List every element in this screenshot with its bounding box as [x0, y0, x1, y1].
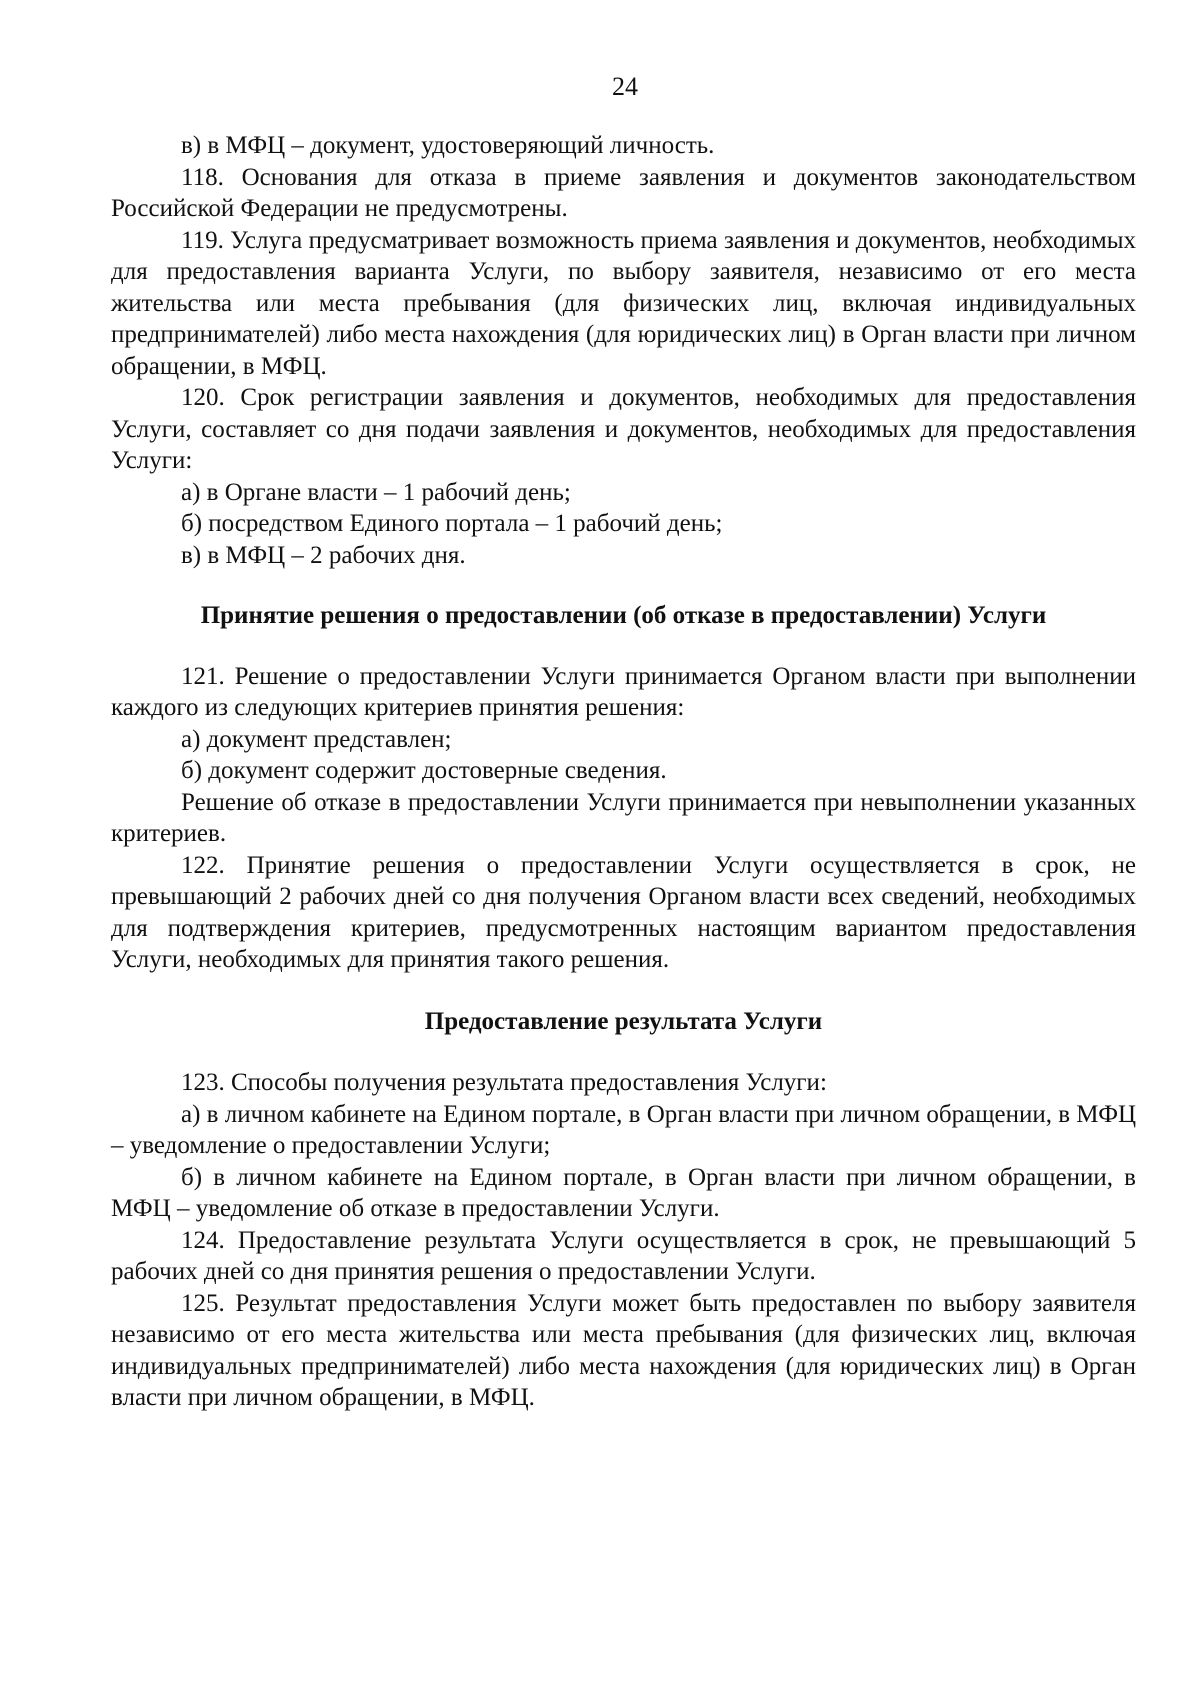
paragraph-123: 123. Способы получения результата предоставления Услуги:: [181, 1069, 827, 1096]
paragraph-121: 121. Решение о предоставлении Услуги принимается Органом власти при выполнении каждого из следующих критериев принятия решения:: [111, 662, 1136, 721]
list-item: а) в личном кабинете на Едином портале, в Орган власти при личном обращении, в МФЦ – уведомление о предоставлении Услуги;: [111, 1100, 1136, 1159]
paragraph-124: 124. Предоставление результата Услуги осуществляется в срок, не превышающий 5 рабочих дней со дня принятия решения о предоставлении Услуги.: [111, 1226, 1136, 1285]
section-heading: Предоставление результата Услуги: [424, 1007, 823, 1035]
paragraph-120: 120. Срок регистрации заявления и документов, необходимых для предоставления Услуги, составляет со дня подачи заявления и документов, необходимых для предоставления Услуги:: [111, 384, 1136, 474]
section-heading-block: [111, 600, 1136, 632]
list-item: б) документ содержит достоверные сведения.: [181, 757, 667, 784]
paragraph-119: 119. Услуга предусматривает возможность приема заявления и документов, необходимых для предоставления варианта Услуги, по выбору заявителя, независимо от его места жительства или места пребывания (для физических лиц, включая индивидуальных предпринимателей) либо места нахождения (для юридических лиц) в Орган власти при личном обращении, в МФЦ.: [111, 226, 1136, 380]
paragraph-125: 125. Результат предоставления Услуги может быть предоставлен по выбору заявителя независимо от его места жительства или места пребывания (для физических лиц, включая индивидуальных предпринимателей) либо места нахождения (для юридических лиц) в Орган власти при личном обращении, в МФЦ.: [111, 1289, 1136, 1411]
list-item: б) в личном кабинете на Едином портале, в Орган власти при личном обращении, в МФЦ – уведомление об отказе в предоставлении Услуги.: [111, 1163, 1136, 1222]
section-heading: Принятие решения о предоставлении (об отказе в предоставлении) Услуги: [200, 602, 1047, 629]
document-body: [111, 130, 1136, 1414]
page-number: 24: [612, 72, 638, 101]
paragraph: Решение об отказе в предоставлении Услуги принимается при невыполнении указанных критериев.: [111, 788, 1136, 847]
paragraph-118: 118. Основания для отказа в приеме заявления и документов законодательством Российской Федерации не предусмотрены.: [111, 163, 1136, 222]
list-item: в) в МФЦ – 2 рабочих дня.: [181, 541, 466, 569]
paragraph-122: 122. Принятие решения о предоставлении Услуги осуществляется в срок, не превышающий 2 рабочих дней со дня получения Органом власти всех сведений, необходимых для подтверждения критериев, предусмотренных настоящим вариантом предоставления Услуги, необходимых для принятия такого решения.: [111, 851, 1136, 973]
list-item: в) в МФЦ – документ, удостоверяющий личность.: [181, 132, 715, 159]
list-item: б) посредством Единого портала – 1 рабочий день;: [181, 510, 723, 537]
list-item: а) в Органе власти – 1 рабочий день;: [181, 478, 571, 506]
list-item: а) документ представлен;: [181, 725, 452, 753]
section-heading-block: [111, 1006, 1136, 1038]
